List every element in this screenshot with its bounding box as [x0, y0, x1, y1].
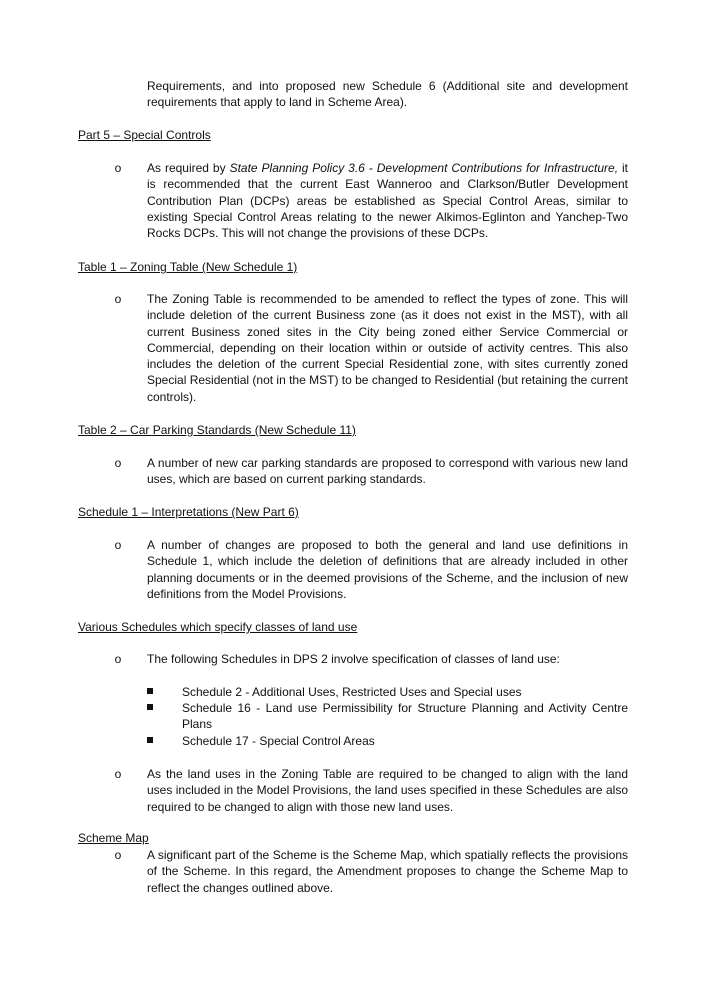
schedule-list-item-2: Schedule 16 - Land use Permissibility for Structure Planning and Activity Centre Plans: [182, 701, 628, 732]
part5-paragraph-policy-title: State Planning Policy 3.6 - Development Contributions for Infrastructure,: [229, 161, 619, 175]
square-bullet-3: [147, 737, 153, 743]
intro-continuation-paragraph: Requirements, and into proposed new Schedule 6 (Additional site and development requirements that apply to land in Scheme Area).: [147, 79, 628, 110]
schedule1-bullet: o: [114, 538, 122, 552]
scheme-map-paragraph: A significant part of the Scheme is the Scheme Map, which spatially reflects the provisions of the Scheme. In this regard, the Amendment proposes to change the Scheme Map to reflect the changes outlined above.: [147, 848, 628, 895]
various-paragraph-1: The following Schedules in DPS 2 involve specification of classes of land use:: [147, 652, 560, 666]
table1-heading: Table 1 – Zoning Table (New Schedule 1): [78, 260, 298, 274]
square-bullet-2: [147, 704, 153, 710]
part5-paragraph: [147, 160, 628, 241]
table1-bullet: o: [114, 292, 122, 306]
table2-bullet: o: [114, 456, 122, 470]
scheme-map-heading: Scheme Map: [78, 831, 149, 845]
table1-paragraph: The Zoning Table is recommended to be amended to reflect the types of zone. This will include deletion of the current Business zone (as it does not exist in the MST), with all current Business zoned sites in the City being zoned either Service Commercial or Commercial, depending on their location within or outside of activity centres. This also includes the deletion of the current Special Residential zone, with sites currently zoned Special Residential (not in the MST) to be changed to Residential (but retaining the current controls).: [147, 292, 628, 404]
part5-paragraph-suffix: it is recommended that the current East Wanneroo and Clarkson/Butler Development Contribution Plan (DCPs) areas be established as Special Control Areas, similar to existing Special Control Areas relating to the newer Alkimos-Eglinton and Yanchep-Two Rocks DCPs. This will not change the provisions of these DCPs.: [147, 161, 628, 241]
part5-heading: Part 5 – Special Controls: [78, 128, 211, 142]
table2-paragraph: A number of new car parking standards are proposed to correspond with various new land uses, which are based on current parking standards.: [147, 456, 628, 487]
various-bullet-1: o: [114, 652, 122, 666]
various-schedules-heading: Various Schedules which specify classes of land use: [78, 620, 358, 634]
schedule-list-item-3: Schedule 17 - Special Control Areas: [182, 734, 375, 748]
various-paragraph-2: As the land uses in the Zoning Table are required to be changed to align with the land uses included in the Model Provisions, the land uses specified in these Schedules are also required to be changed to align with those new land uses.: [147, 767, 628, 814]
schedule1-paragraph: A number of changes are proposed to both the general and land use definitions in Schedule 1, which include the deletion of definitions that are already included in other planning documents or in the deemed provisions of the Scheme, and the inclusion of new definitions from the Model Provisions.: [147, 538, 628, 601]
square-bullet-1: [147, 688, 153, 694]
scheme-map-bullet: o: [114, 848, 122, 862]
part5-paragraph-prefix: As required by: [147, 161, 230, 175]
various-bullet-2: o: [114, 767, 122, 781]
table2-heading: Table 2 – Car Parking Standards (New Schedule 11): [78, 423, 356, 437]
schedule-list-item-1: Schedule 2 - Additional Uses, Restricted Uses and Special uses: [182, 685, 522, 699]
part5-bullet: o: [114, 161, 122, 175]
schedule1-heading: Schedule 1 – Interpretations (New Part 6): [78, 505, 299, 519]
